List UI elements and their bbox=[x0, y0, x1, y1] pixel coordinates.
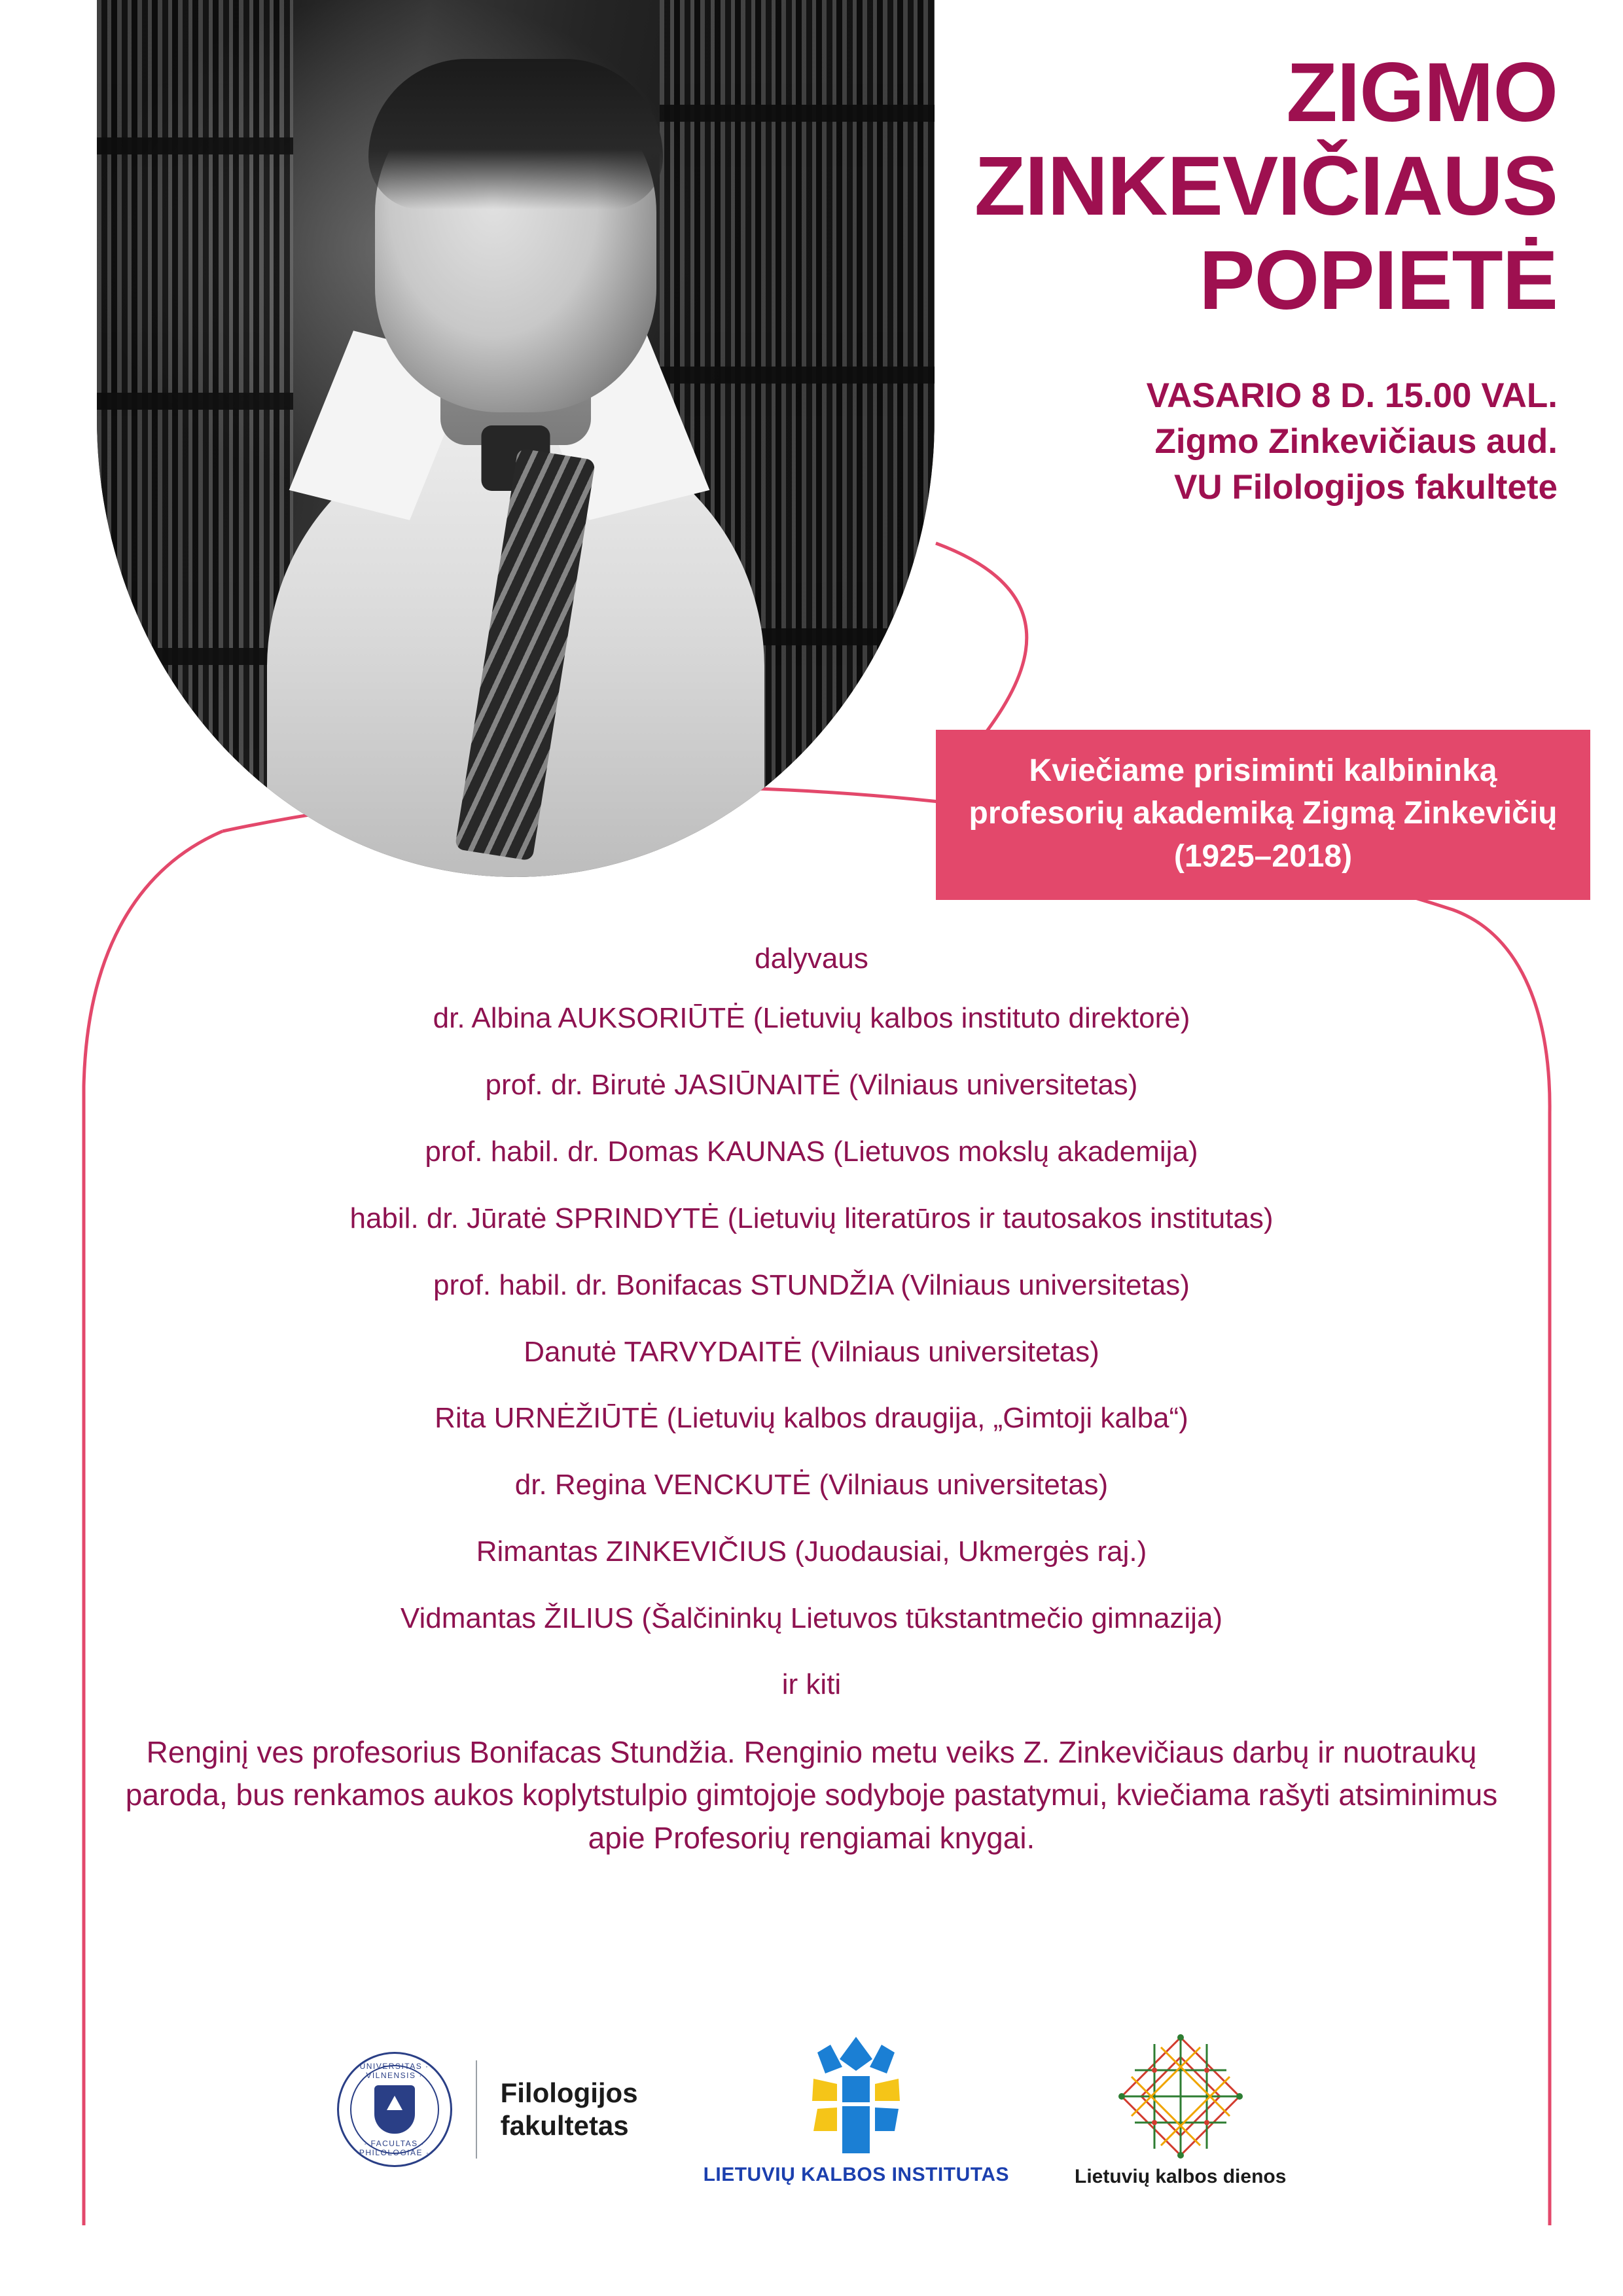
list-item: habil. dr. Jūratė SPRINDYTĖ (Lietuvių literatūros ir tautosakos institutas) bbox=[349, 1202, 1274, 1234]
event-venue-line2: VU Filologijos fakultete bbox=[1173, 467, 1558, 507]
vu-seal-icon bbox=[337, 2052, 452, 2167]
logo-row bbox=[0, 2031, 1623, 2188]
lkd-logo bbox=[1075, 2031, 1286, 2188]
vu-philology-logo bbox=[337, 2052, 638, 2167]
lki-name: LIETUVIŲ KALBOS INSTITUTAS bbox=[703, 2164, 1010, 2185]
list-item: Rimantas ZINKEVIČIUS (Juodausiai, Ukmergės raj.) bbox=[476, 1535, 1147, 1568]
vu-faculty-name bbox=[501, 2077, 638, 2142]
vu-seal-top-text: UNIVERSITAS · VILNENSIS · bbox=[359, 2062, 429, 2080]
divider bbox=[476, 2060, 477, 2159]
event-details bbox=[785, 373, 1558, 511]
lki-snowflake-icon bbox=[774, 2033, 938, 2157]
list-item: prof. dr. Birutė JASIŪNAITĖ (Vilniaus universitetas) bbox=[485, 1068, 1138, 1101]
vu-seal-bottom-text: · FACULTAS · PHILOLOGIAE · bbox=[359, 2139, 430, 2157]
lki-logo bbox=[704, 2033, 1009, 2186]
participants-list bbox=[92, 1001, 1531, 1859]
vu-name-line1: Filologijos bbox=[500, 2077, 638, 2109]
event-datetime: VASARIO 8 D. 15.00 VAL. bbox=[1146, 376, 1558, 415]
list-item: Rita URNĖŽIŪTĖ (Lietuvių kalbos draugija, „Gimtoji kalba“) bbox=[435, 1402, 1188, 1435]
list-item: prof. habil. dr. Bonifacas STUNDŽIA (Vilniaus universitetas) bbox=[433, 1268, 1190, 1301]
list-item: dr. Albina AUKSORIŪTĖ (Lietuvių kalbos instituto direktorė) bbox=[433, 1002, 1190, 1034]
and-others: ir kiti bbox=[781, 1668, 842, 1701]
page-title: ZIGMO ZINKEVIČIAUS POPIETĖ bbox=[974, 46, 1558, 327]
event-note: Renginį ves profesorius Bonifacas Stundžia. Renginio metu veiks Z. Zinkevičiaus darbų ir nuotraukų paroda, bus renkamos aukos koplytstulpio gimtojoje sodyboje pastatymui, kviečiama rašyti atsiminimus apie Profesorių rengiamai knygai. bbox=[125, 1735, 1498, 1855]
event-venue-line1: Zigmo Zinkevičiaus aud. bbox=[1154, 422, 1558, 461]
list-item: Vidmantas ŽILIUS (Šalčininkų Lietuvos tūkstantmečio gimnazija) bbox=[400, 1602, 1223, 1635]
invitation-banner: Kviečiame prisiminti kalbininką profesorių akademiką Zigmą Zinkevičių (1925–2018) bbox=[936, 730, 1590, 900]
list-item: Danutė TARVYDAITĖ (Vilniaus universitetas) bbox=[524, 1335, 1099, 1368]
vu-name-line2: fakultetas bbox=[500, 2110, 629, 2141]
lkd-name: Lietuvių kalbos dienos bbox=[1075, 2166, 1287, 2187]
list-item: prof. habil. dr. Domas KAUNAS (Lietuvos mokslų akademija) bbox=[425, 1135, 1198, 1168]
lkd-weave-icon bbox=[1096, 2031, 1266, 2162]
list-item: dr. Regina VENCKUTĖ (Vilniaus universitetas) bbox=[514, 1469, 1109, 1501]
participants-intro: dalyvaus bbox=[755, 942, 868, 975]
